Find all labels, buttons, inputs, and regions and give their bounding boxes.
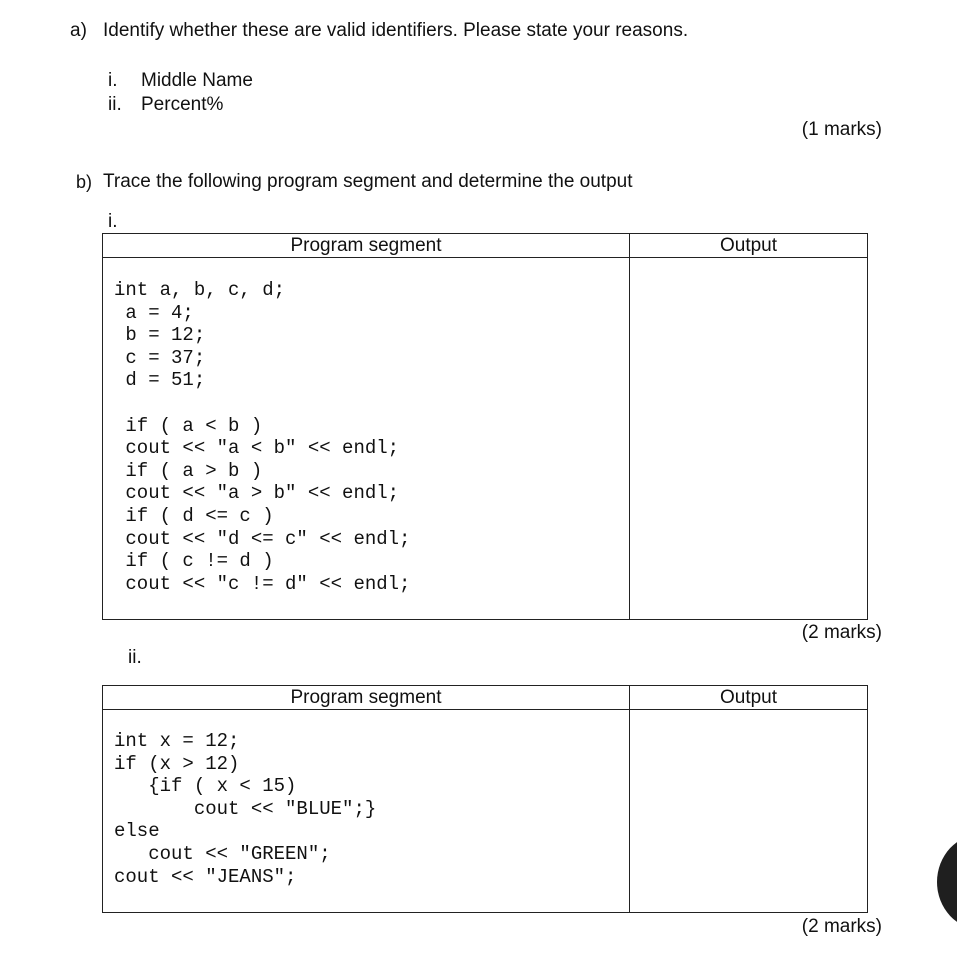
program-code: int x = 12; if (x > 12) {if ( x < 15) cout << "BLUE";} else cout << "GREEN"; cout << "JEANS"; [114,730,377,888]
program-segment-header: Program segment [103,686,630,710]
part-a-item-1-num: i. [108,70,118,91]
sub-i-label: i. [108,211,118,232]
part-a-marks: (1 marks) [801,119,882,140]
program-table-i [102,233,868,620]
floating-action-button[interactable] [937,834,957,930]
part-a-question: Identify whether these are valid identifiers. Please state your reasons. [103,20,689,41]
part-a-item-1-text: Middle Name [141,70,253,91]
program-segment-cell [103,258,630,620]
sub-ii-marks: (2 marks) [801,916,882,937]
output-header: Output [630,686,868,710]
output-cell[interactable] [630,258,868,620]
output-cell[interactable] [630,710,868,913]
part-a-item-2-text: Percent% [141,94,224,115]
part-b-label: b) [76,172,93,192]
output-header: Output [630,234,868,258]
part-a-item-2-num: ii. [108,94,122,115]
sub-i-marks: (2 marks) [801,622,882,643]
part-b-question: Trace the following program segment and determine the output [103,171,633,192]
program-segment-cell [103,710,630,913]
sub-ii-label: ii. [128,647,142,668]
program-segment-header: Program segment [103,234,630,258]
program-code: int a, b, c, d; a = 4; b = 12; c = 37; d = 51; if ( a < b ) cout << "a < b" << endl; if ( a > b ) cout << "a > b" << endl; if ( d <= c ) cout << "d <= c" << endl; if ( c != d ) cout << "c != d" << endl; [114,279,411,595]
program-table-ii [102,685,868,913]
part-a-label: a) [70,20,87,41]
